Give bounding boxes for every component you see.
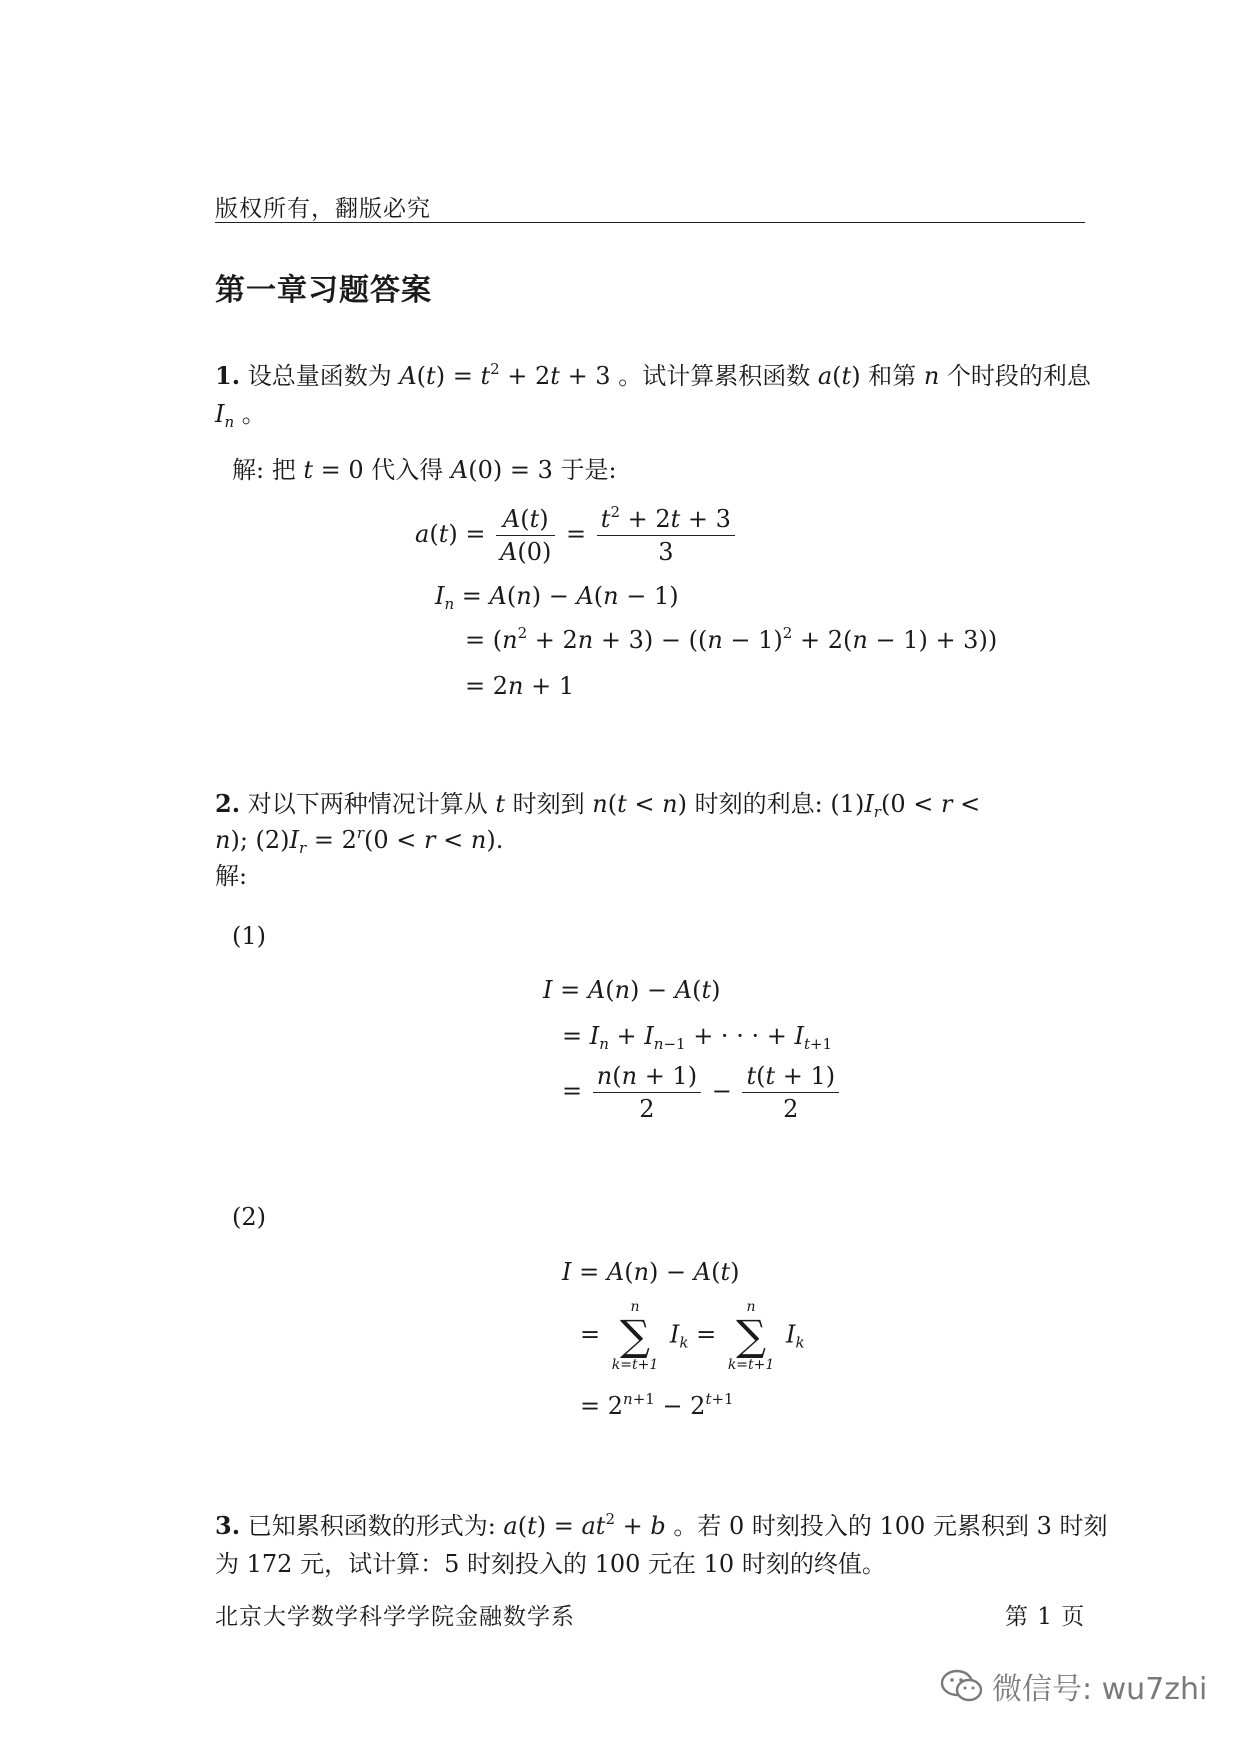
running-header: 版权所有，翻版必究 — [215, 196, 431, 222]
solution-2-label: 解: — [215, 862, 248, 890]
question-number: 1. — [215, 361, 241, 390]
case-1-label: (1) — [232, 922, 266, 950]
question-3-cont: 为 172 元，试计算：5 时刻投入的 100 元在 10 时刻的终值。 — [215, 1550, 886, 1578]
equation-1-1: a(t) = $\frac{A(t)}{A(0)}$ = $\frac{t^2 + 2t + 3}{3}$ — [415, 505, 738, 566]
footer-page-number: 第 1 页 — [1005, 1604, 1086, 1630]
equation-2-3: = $\frac{n(n + 1)}{2}$ − $\frac{t(t + 1)}{2}$ — [562, 1062, 842, 1123]
question-text: 设总量函数为 — [240, 362, 400, 390]
question-text: 对以下两种情况计算从 — [240, 790, 496, 818]
equation-2-1: I = A(n) − A(t) — [543, 976, 721, 1004]
question-2: 2. 对以下两种情况计算从 t 时刻到 n(t < n) 时刻的利息: $(1)I_r(0 < r$ < — [215, 789, 981, 821]
equation-1-3: = $(n^2 + 2n + 3) - ((n - 1)^2 + 2(n - 1) + 3)$) — [465, 624, 998, 654]
equation-2-2: = $I_n + I_{n-1}$ + · · · + $I_{t+1}$ — [562, 1022, 833, 1053]
question-text: 。 — [234, 400, 266, 428]
solution-1-intro: 解: 把 t = 0 代入得 A(0) = 3 于是: — [232, 456, 617, 484]
question-text: 已知累积函数的形式为: — [240, 1512, 504, 1540]
chapter-title: 第一章习题答案 — [215, 273, 432, 308]
question-number: 3. — [215, 1511, 241, 1540]
solution-text: 解: 把 — [232, 456, 304, 484]
question-2-cont: n); $(2)I_r = 2^r(0 < r < n)$. — [215, 824, 504, 857]
equation-2-4: I = A(n) − A(t) — [562, 1258, 740, 1286]
watermark — [940, 1664, 1207, 1708]
equation-2-5: = n ∑ k=t+1 $I_k$ = n ∑ k=t+1 $I_k$ — [580, 1299, 805, 1373]
question-number: 2. — [215, 789, 241, 818]
footer-department: 北京大学数学科学学院金融数学系 — [215, 1604, 575, 1630]
question-text: 。若 0 时刻投入的 100 元累积到 3 时刻 — [665, 1512, 1108, 1540]
equation-2-6: = $2^{n+1} - 2^{t+1}$ — [580, 1390, 734, 1420]
equation-1-2: $I_n = A(n) - A(n - 1)$ — [435, 582, 679, 613]
wechat-icon — [940, 1669, 984, 1703]
question-text: 时刻到 — [504, 790, 593, 818]
solution-text: 代入得 — [363, 456, 451, 484]
solution-text: 于是: — [552, 456, 617, 484]
question-text: 时刻的利息: — [686, 790, 831, 818]
question-3: 3. 已知累积函数的形式为: $a(t) = at^2 + b$ 。若 0 时刻投入的 100 元累积到 3 时刻 — [215, 1510, 1108, 1540]
equation-1-4: = 2n + 1 — [465, 672, 575, 700]
question-1-cont: $I_n$ 。 — [215, 400, 266, 431]
question-text: 个时段的利息 — [939, 362, 1091, 390]
case-2-label: (2) — [232, 1203, 266, 1231]
question-text: 和第 — [860, 362, 924, 390]
question-1: 1. 设总量函数为 $A(t) = t^2 + 2t + 3$ 。试计算累积函数 a(t) 和第 n 个时段的利息 — [215, 360, 1091, 390]
question-text: 。试计算累积函数 — [610, 362, 818, 390]
watermark-text: 微信号: wu7zhi — [992, 1672, 1208, 1707]
header-rule — [215, 222, 1085, 223]
